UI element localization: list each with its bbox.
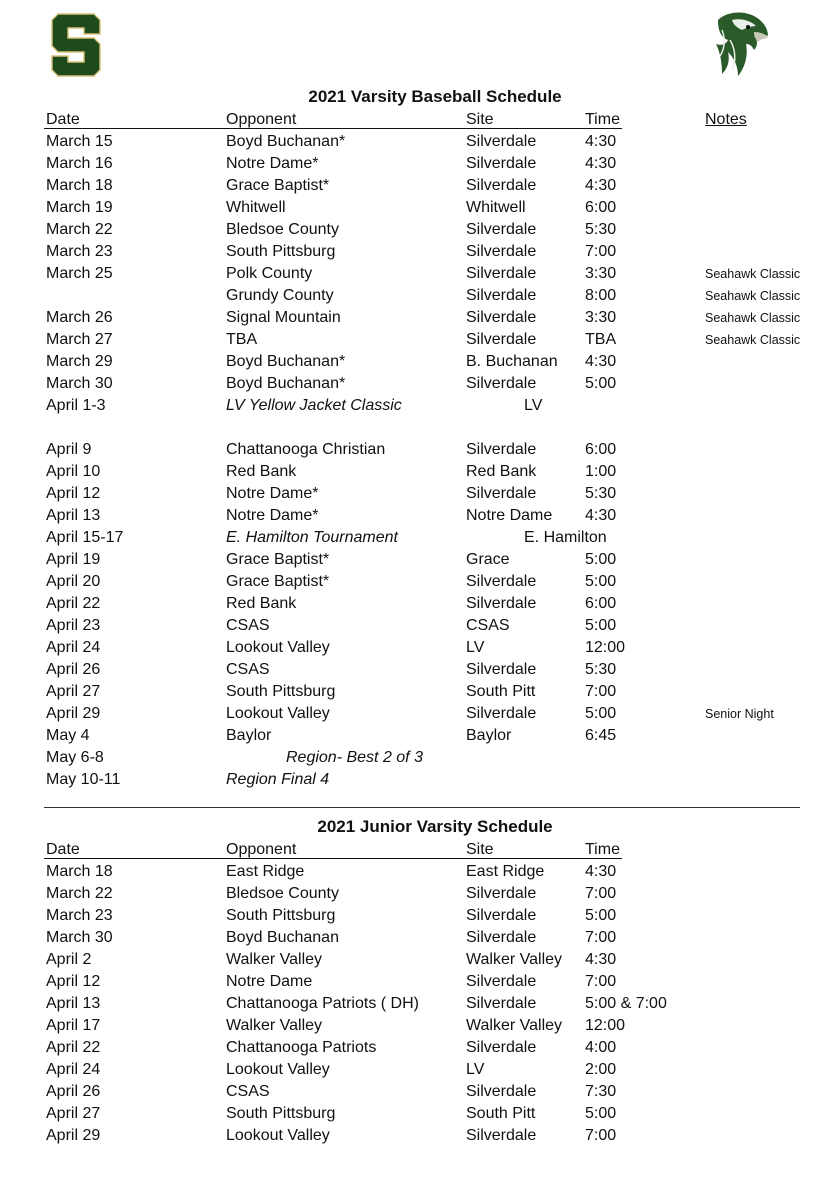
jv-cell-time: 4:00 <box>585 1039 617 1056</box>
varsity-cell-site: Baylor <box>466 727 512 744</box>
varsity-cell-notes: Senior Night <box>705 707 774 721</box>
varsity-cell-opponent: Boyd Buchanan* <box>226 133 346 150</box>
jv-header-time: Time <box>585 841 620 858</box>
jv-schedule-row <box>0 1015 820 1037</box>
varsity-cell-opponent: South Pittsburg <box>226 243 336 260</box>
varsity-cell-time: 3:30 <box>585 265 617 282</box>
varsity-cell-date: March 23 <box>46 243 113 260</box>
varsity-schedule-row <box>0 263 820 285</box>
varsity-cell-site: Silverdale <box>466 309 537 326</box>
varsity-cell-opponent: Grundy County <box>226 287 334 304</box>
varsity-cell-notes: Seahawk Classic <box>705 311 801 325</box>
varsity-cell-date: March 18 <box>46 177 113 194</box>
varsity-cell-site: South Pitt <box>466 683 536 700</box>
jv-cell-date: April 22 <box>46 1039 101 1056</box>
jv-cell-time: 7:00 <box>585 929 617 946</box>
varsity-cell-time: 5:00 <box>585 573 617 590</box>
varsity-schedule-row <box>0 175 820 197</box>
varsity-cell-notes: Seahawk Classic <box>705 289 801 303</box>
varsity-cell-site: Grace <box>466 551 510 568</box>
jv-cell-date: April 12 <box>46 973 101 990</box>
jv-cell-time: 4:30 <box>585 951 617 968</box>
jv-schedule-row <box>0 861 820 883</box>
jv-cell-opponent: Chattanooga Patriots <box>226 1039 377 1056</box>
jv-cell-date: April 13 <box>46 995 101 1012</box>
jv-schedule-row <box>0 971 820 993</box>
jv-cell-time: 12:00 <box>585 1017 626 1034</box>
jv-cell-site: Silverdale <box>466 1127 537 1144</box>
varsity-header-opponent: Opponent <box>226 111 297 128</box>
varsity-cell-opponent: Lookout Valley <box>226 639 330 656</box>
jv-cell-date: April 27 <box>46 1105 101 1122</box>
jv-cell-time: 4:30 <box>585 863 617 880</box>
varsity-cell-site: Whitwell <box>466 199 526 216</box>
jv-cell-time: 5:00 & 7:00 <box>585 995 667 1012</box>
varsity-schedule-row <box>0 285 820 307</box>
varsity-cell-opponent: LV Yellow Jacket Classic <box>226 397 402 414</box>
varsity-cell-time: 5:30 <box>585 485 617 502</box>
varsity-cell-date: March 19 <box>46 199 113 216</box>
jv-cell-site: East Ridge <box>466 863 545 880</box>
varsity-cell-time: 5:00 <box>585 375 617 392</box>
jv-cell-site: Silverdale <box>466 907 537 924</box>
varsity-cell-site: Silverdale <box>466 221 537 238</box>
varsity-cell-opponent: South Pittsburg <box>226 683 336 700</box>
jv-cell-date: March 18 <box>46 863 113 880</box>
jv-cell-opponent: Walker Valley <box>226 951 323 968</box>
varsity-cell-site: Silverdale <box>466 595 537 612</box>
varsity-cell-date: April 22 <box>46 595 101 612</box>
varsity-cell-opponent: Bledsoe County <box>226 221 339 238</box>
jv-cell-opponent: Bledsoe County <box>226 885 339 902</box>
jv-cell-date: April 29 <box>46 1127 101 1144</box>
varsity-cell-time: 4:30 <box>585 177 617 194</box>
jv-cell-site: Silverdale <box>466 1083 537 1100</box>
jv-cell-opponent: Notre Dame <box>226 973 313 990</box>
varsity-schedule-row <box>0 681 820 703</box>
varsity-cell-date: March 27 <box>46 331 113 348</box>
jv-cell-site: Silverdale <box>466 973 537 990</box>
varsity-cell-site: Silverdale <box>466 265 537 282</box>
varsity-cell-opponent: Signal Mountain <box>226 309 341 326</box>
varsity-cell-site: Silverdale <box>466 661 537 678</box>
varsity-schedule-row <box>0 373 820 395</box>
varsity-cell-date: April 15-17 <box>46 529 124 546</box>
varsity-cell-date: April 9 <box>46 441 92 458</box>
varsity-cell-date: April 10 <box>46 463 101 480</box>
jv-cell-time: 5:00 <box>585 907 617 924</box>
varsity-cell-site: Silverdale <box>466 375 537 392</box>
jv-header-date: Date <box>46 841 80 858</box>
varsity-cell-opponent: Boyd Buchanan* <box>226 353 346 370</box>
jv-cell-site: South Pitt <box>466 1105 536 1122</box>
jv-cell-date: April 24 <box>46 1061 101 1078</box>
jv-schedule-row <box>0 883 820 905</box>
varsity-cell-site: Silverdale <box>466 331 537 348</box>
jv-cell-date: April 2 <box>46 951 92 968</box>
varsity-schedule-row <box>0 593 820 615</box>
varsity-cell-notes: Seahawk Classic <box>705 333 801 347</box>
varsity-cell-site: Silverdale <box>466 441 537 458</box>
varsity-cell-date: March 29 <box>46 353 113 370</box>
jv-cell-time: 7:00 <box>585 885 617 902</box>
jv-cell-time: 7:30 <box>585 1083 617 1100</box>
varsity-schedule-row <box>0 637 820 659</box>
varsity-schedule-row <box>0 439 820 461</box>
varsity-cell-date: April 24 <box>46 639 101 656</box>
varsity-cell-site: LV <box>466 639 485 656</box>
jv-cell-time: 2:00 <box>585 1061 617 1078</box>
jv-header-underline <box>44 858 622 859</box>
varsity-cell-date: March 30 <box>46 375 113 392</box>
varsity-cell-time: 6:45 <box>585 727 617 744</box>
jv-cell-opponent: Chattanooga Patriots ( DH) <box>226 995 419 1012</box>
varsity-cell-opponent: Grace Baptist* <box>226 551 330 568</box>
varsity-schedule-row <box>0 131 820 153</box>
varsity-cell-date: April 29 <box>46 705 101 722</box>
jv-schedule-row <box>0 905 820 927</box>
jv-schedule-title: 2021 Junior Varsity Schedule <box>317 817 553 836</box>
varsity-cell-opponent: Lookout Valley <box>226 705 330 722</box>
jv-schedule-row <box>0 1059 820 1081</box>
varsity-cell-site: Silverdale <box>466 243 537 260</box>
varsity-cell-date: April 20 <box>46 573 101 590</box>
jv-schedule-row <box>0 927 820 949</box>
varsity-cell-opponent: Boyd Buchanan* <box>226 375 346 392</box>
varsity-cell-opponent: Whitwell <box>226 199 286 216</box>
varsity-cell-date: April 12 <box>46 485 101 502</box>
varsity-schedule-row <box>0 307 820 329</box>
jv-cell-opponent: East Ridge <box>226 863 305 880</box>
varsity-cell-site: Silverdale <box>466 133 537 150</box>
varsity-schedule-row <box>0 483 820 505</box>
jv-schedule-row <box>0 949 820 971</box>
varsity-cell-date: May 10-11 <box>46 771 121 788</box>
varsity-cell-site: CSAS <box>466 617 510 634</box>
varsity-cell-time: 1:00 <box>585 463 617 480</box>
jv-cell-opponent: Boyd Buchanan <box>226 929 339 946</box>
seahawk-mascot-logo <box>712 10 770 78</box>
jv-cell-date: March 23 <box>46 907 113 924</box>
varsity-cell-time: 6:00 <box>585 199 617 216</box>
jv-schedule-table <box>0 861 820 1147</box>
varsity-cell-date: April 1-3 <box>46 397 106 414</box>
varsity-cell-time: 4:30 <box>585 353 617 370</box>
varsity-cell-time: 5:00 <box>585 617 617 634</box>
varsity-cell-opponent: E. Hamilton Tournament <box>226 529 398 546</box>
varsity-schedule-row <box>0 329 820 351</box>
varsity-cell-opponent: CSAS <box>226 617 270 634</box>
jv-cell-date: April 26 <box>46 1083 101 1100</box>
varsity-cell-time: 12:00 <box>585 639 626 656</box>
varsity-schedule-row <box>0 505 820 527</box>
jv-schedule-row <box>0 1081 820 1103</box>
varsity-schedule-row <box>0 659 820 681</box>
varsity-cell-site: Silverdale <box>466 705 537 722</box>
varsity-cell-opponent: Region- Best 2 of 3 <box>286 749 423 766</box>
varsity-cell-date: April 26 <box>46 661 101 678</box>
varsity-header-time: Time <box>585 111 620 128</box>
jv-cell-site: Silverdale <box>466 885 537 902</box>
jv-cell-opponent: Walker Valley <box>226 1017 323 1034</box>
jv-cell-date: March 30 <box>46 929 113 946</box>
varsity-cell-time: 4:30 <box>585 155 617 172</box>
jv-cell-opponent: CSAS <box>226 1083 270 1100</box>
varsity-cell-date: April 27 <box>46 683 101 700</box>
varsity-cell-date: April 13 <box>46 507 101 524</box>
jv-cell-opponent: Lookout Valley <box>226 1061 330 1078</box>
varsity-cell-time: 4:30 <box>585 133 617 150</box>
varsity-cell-time: 6:00 <box>585 595 617 612</box>
varsity-schedule-row <box>0 351 820 373</box>
varsity-cell-site: Red Bank <box>466 463 537 480</box>
varsity-cell-time: 5:30 <box>585 661 617 678</box>
varsity-cell-date: March 26 <box>46 309 113 326</box>
jv-schedule-row <box>0 1125 820 1147</box>
varsity-cell-date: March 15 <box>46 133 113 150</box>
varsity-schedule-row <box>0 747 820 769</box>
varsity-cell-site: Silverdale <box>466 485 537 502</box>
varsity-cell-time: TBA <box>585 331 617 348</box>
varsity-schedule-row <box>0 241 820 263</box>
varsity-header-site: Site <box>466 111 494 128</box>
varsity-schedule-row <box>0 615 820 637</box>
varsity-cell-time: 6:00 <box>585 441 617 458</box>
varsity-cell-time: 7:00 <box>585 243 617 260</box>
jv-cell-site: Silverdale <box>466 929 537 946</box>
school-s-logo <box>50 12 102 78</box>
varsity-header-underline <box>44 128 622 129</box>
varsity-cell-opponent: Notre Dame* <box>226 507 319 524</box>
varsity-cell-site: E. Hamilton <box>524 529 607 546</box>
jv-cell-time: 5:00 <box>585 1105 617 1122</box>
varsity-cell-time: 7:00 <box>585 683 617 700</box>
jv-cell-date: April 17 <box>46 1017 101 1034</box>
varsity-cell-site: Silverdale <box>466 177 537 194</box>
varsity-cell-date: May 4 <box>46 727 90 744</box>
jv-cell-time: 7:00 <box>585 1127 617 1144</box>
jv-cell-time: 7:00 <box>585 973 617 990</box>
varsity-schedule-row <box>0 549 820 571</box>
varsity-cell-time: 5:00 <box>585 551 617 568</box>
varsity-cell-time: 5:00 <box>585 705 617 722</box>
varsity-cell-date: March 25 <box>46 265 113 282</box>
jv-header-opponent: Opponent <box>226 841 297 858</box>
varsity-cell-opponent: Notre Dame* <box>226 485 319 502</box>
varsity-cell-time: 8:00 <box>585 287 617 304</box>
varsity-schedule-row <box>0 725 820 747</box>
varsity-cell-site: LV <box>524 397 543 414</box>
varsity-cell-date: March 16 <box>46 155 113 172</box>
varsity-cell-site: Silverdale <box>466 287 537 304</box>
varsity-cell-site: Notre Dame <box>466 507 553 524</box>
varsity-cell-opponent: Chattanooga Christian <box>226 441 386 458</box>
jv-cell-site: Walker Valley <box>466 951 563 968</box>
jv-cell-date: March 22 <box>46 885 113 902</box>
varsity-schedule-title: 2021 Varsity Baseball Schedule <box>308 87 562 106</box>
varsity-cell-opponent: Red Bank <box>226 595 297 612</box>
varsity-schedule-row <box>0 703 820 725</box>
varsity-schedule-row <box>0 197 820 219</box>
varsity-schedule-row <box>0 417 820 439</box>
varsity-cell-opponent: Notre Dame* <box>226 155 319 172</box>
varsity-cell-site: Silverdale <box>466 155 537 172</box>
varsity-cell-date: April 19 <box>46 551 101 568</box>
varsity-schedule-row <box>0 153 820 175</box>
jv-header-site: Site <box>466 841 494 858</box>
varsity-cell-opponent: Grace Baptist* <box>226 573 330 590</box>
varsity-cell-opponent: Red Bank <box>226 463 297 480</box>
varsity-cell-notes: Seahawk Classic <box>705 267 801 281</box>
varsity-cell-opponent: Region Final 4 <box>226 771 330 788</box>
jv-cell-opponent: South Pittsburg <box>226 1105 336 1122</box>
varsity-cell-opponent: CSAS <box>226 661 270 678</box>
varsity-cell-date: April 23 <box>46 617 101 634</box>
varsity-schedule-row <box>0 219 820 241</box>
jv-cell-site: Silverdale <box>466 995 537 1012</box>
varsity-cell-time: 4:30 <box>585 507 617 524</box>
varsity-cell-opponent: Baylor <box>226 727 272 744</box>
varsity-header-date: Date <box>46 111 80 128</box>
jv-cell-opponent: South Pittsburg <box>226 907 336 924</box>
varsity-cell-time: 3:30 <box>585 309 617 326</box>
varsity-schedule-row <box>0 461 820 483</box>
varsity-cell-date: May 6-8 <box>46 749 104 766</box>
varsity-cell-site: B. Buchanan <box>466 353 558 370</box>
varsity-cell-opponent: Polk County <box>226 265 313 282</box>
varsity-schedule-row <box>0 395 820 417</box>
varsity-schedule-row <box>0 527 820 549</box>
varsity-schedule-row <box>0 571 820 593</box>
varsity-cell-site: Silverdale <box>466 573 537 590</box>
varsity-header-notes: Notes <box>705 111 747 128</box>
jv-schedule-row <box>0 993 820 1015</box>
jv-schedule-row <box>0 1103 820 1125</box>
section-separator <box>44 807 800 808</box>
jv-schedule-row <box>0 1037 820 1059</box>
varsity-cell-opponent: TBA <box>226 331 258 348</box>
jv-cell-site: Silverdale <box>466 1039 537 1056</box>
varsity-cell-time: 5:30 <box>585 221 617 238</box>
jv-cell-site: LV <box>466 1061 485 1078</box>
jv-cell-opponent: Lookout Valley <box>226 1127 330 1144</box>
varsity-cell-date: March 22 <box>46 221 113 238</box>
jv-cell-site: Walker Valley <box>466 1017 563 1034</box>
varsity-schedule-table <box>0 131 820 791</box>
varsity-schedule-row <box>0 769 820 791</box>
varsity-cell-opponent: Grace Baptist* <box>226 177 330 194</box>
